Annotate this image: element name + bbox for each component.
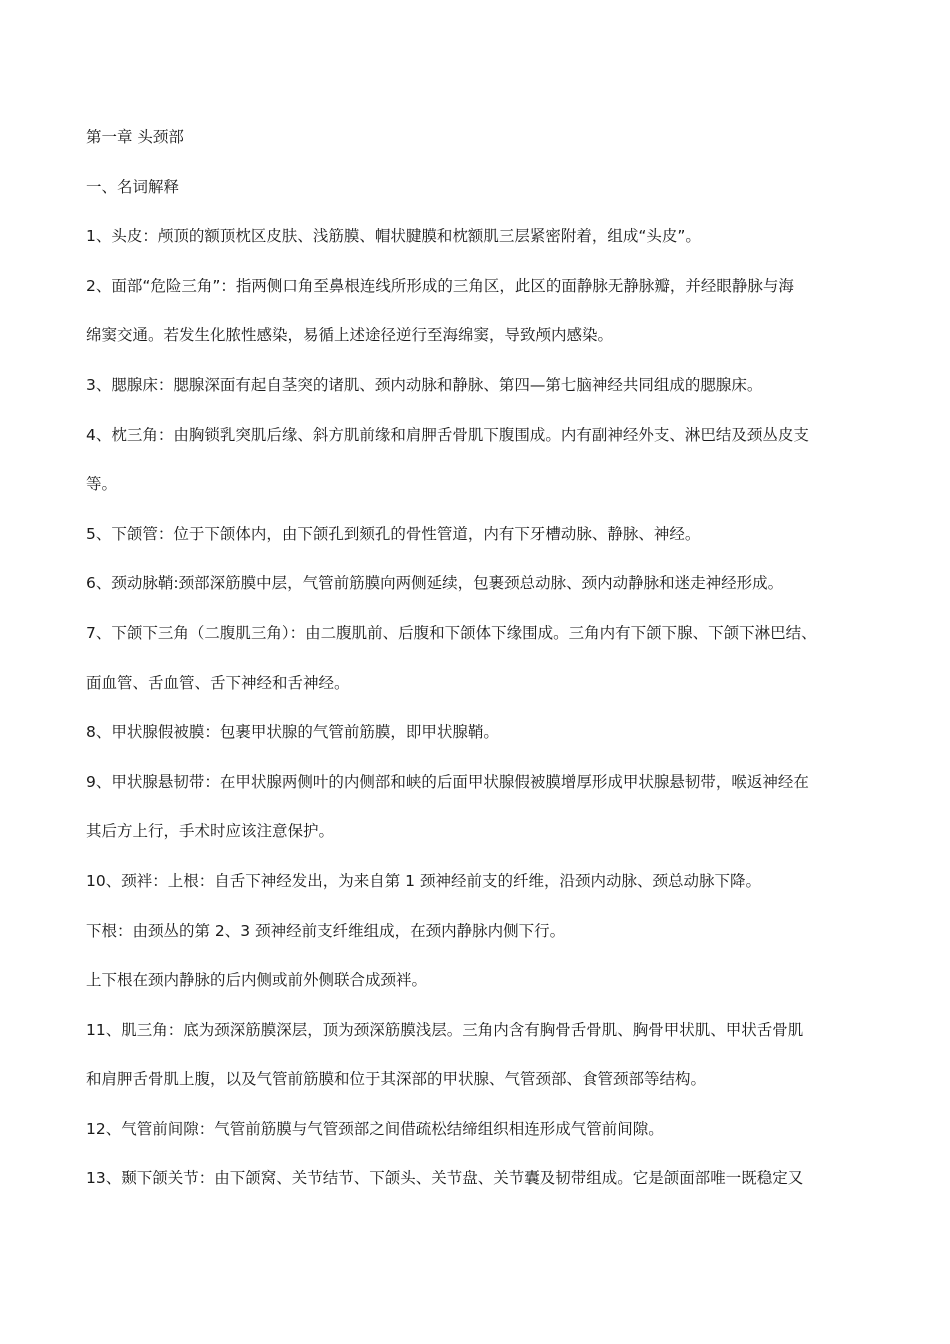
text-line: 3、腮腺床：腮腺深面有起自茎突的诸肌、颈内动脉和静脉、第四—第七脑神经共同组成的腮腺床。 [86,375,763,394]
chapter-title: 第一章 头颈部 [86,128,184,146]
text-line: 9、甲状腺悬韧带：在甲状腺两侧叶的内侧部和峡的后面甲状腺假被膜增厚形成甲状腺悬韧带，喉返神经在 [86,772,809,791]
text-line: 4、枕三角：由胸锁乳突肌后缘、斜方肌前缘和肩胛舌骨肌下腹围成。内有副神经外支、淋巴结及颈丛皮支 [86,425,809,444]
text-line: 1、头皮：颅顶的额顶枕区皮肤、浅筋膜、帽状腱膜和枕额肌三层紧密附着，组成“头皮”。 [86,227,701,246]
text-line: 10、颈袢：上根：自舌下神经发出，为来自第 1 颈神经前支的纤维，沿颈内动脉、颈总动脉下降。 [86,871,761,890]
text-line: 5、下颌管：位于下颌体内，由下颌孔到颏孔的骨性管道，内有下牙槽动脉、静脉、神经。 [86,524,701,543]
text-line: 13、颞下颌关节：由下颌窝、关节结节、下颌头、关节盘、关节囊及韧带组成。它是颌面部唯一既稳定又 [86,1169,804,1188]
text-line: 等。 [86,475,118,494]
text-line: 6、颈动脉鞘:颈部深筋膜中层，气管前筋膜向两侧延续，包裹颈总动脉、颈内动静脉和迷走神经形成。 [86,574,784,593]
text-line: 其后方上行，手术时应该注意保护。 [86,822,335,841]
text-line: 8、甲状腺假被膜：包裹甲状腺的气管前筋膜，即甲状腺鞘。 [86,723,499,742]
text-line: 下根：由颈丛的第 2、3 颈神经前支纤维组成，在颈内静脉内侧下行。 [86,921,566,940]
text-line: 面血管、舌血管、舌下神经和舌神经。 [86,673,350,692]
text-line: 7、下颌下三角（二腹肌三角）：由二腹肌前、后腹和下颌体下缘围成。三角内有下颌下腺、下颌下淋巴结、 [86,623,817,642]
document-page [86,122,868,1213]
text-line: 和肩胛舌骨肌上腹，以及气管前筋膜和位于其深部的甲状腺、气管颈部、食管颈部等结构。 [86,1070,707,1089]
text-line: 12、气管前间隙：气管前筋膜与气管颈部之间借疏松结缔组织相连形成气管前间隙。 [86,1119,664,1138]
text-line: 绵窦交通。若发生化脓性感染，易循上述途径逆行至海绵窦，导致颅内感染。 [86,326,614,345]
text-line: 2、面部“危险三角”：指两侧口角至鼻根连线所形成的三角区，此区的面静脉无静脉瓣，并经眼静脉与海 [86,276,794,295]
section-heading: 一、名词解释 [86,177,180,196]
text-line: 11、肌三角：底为颈深筋膜深层，顶为颈深筋膜浅层。三角内含有胸骨舌骨肌、胸骨甲状肌、甲状舌骨肌 [86,1020,804,1039]
text-line: 上下根在颈内静脉的后内侧或前外侧联合成颈袢。 [86,971,428,990]
